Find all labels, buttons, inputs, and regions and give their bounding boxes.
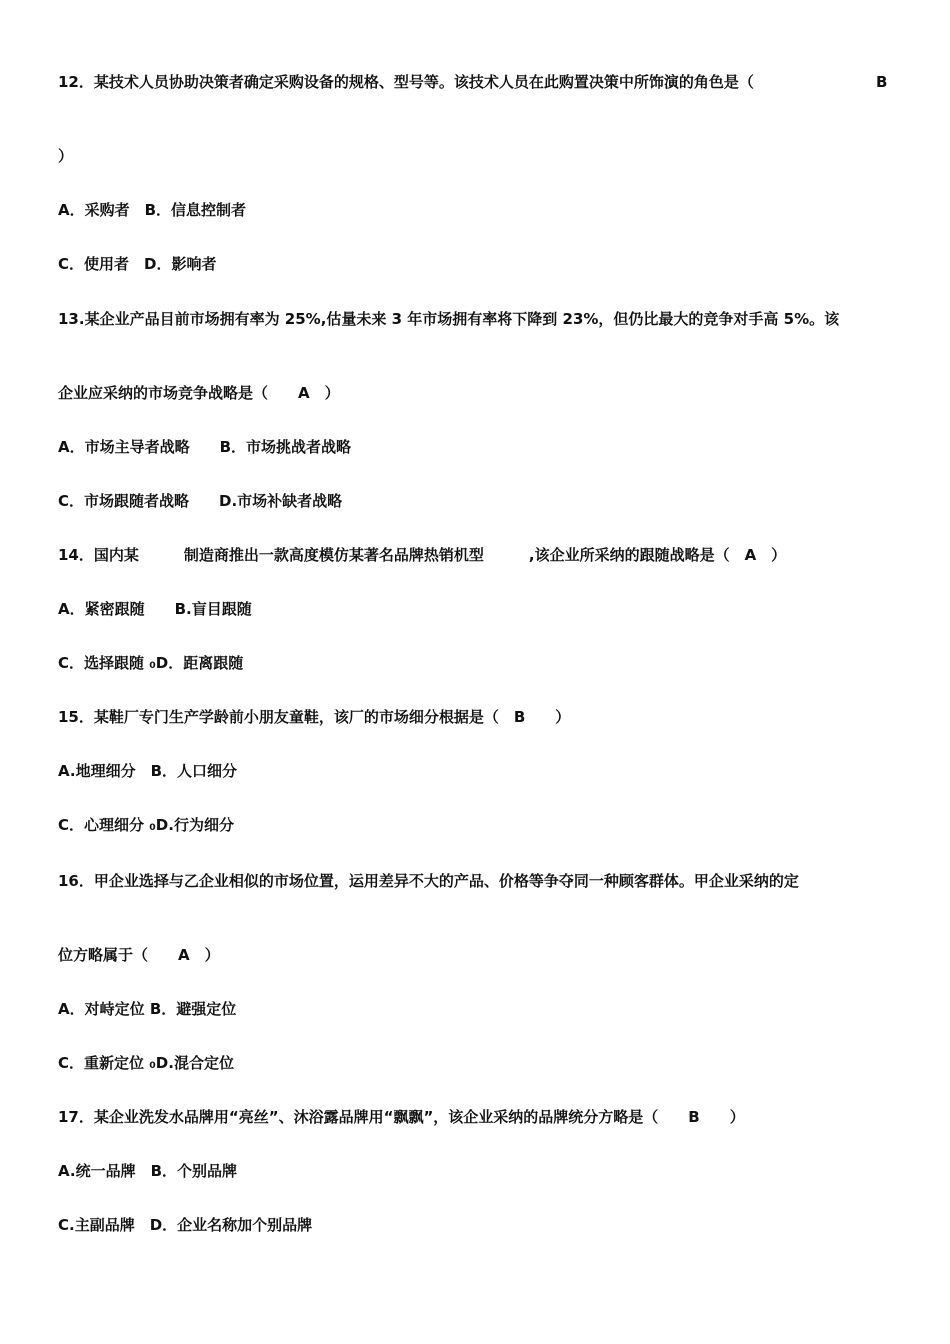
q12-answer: B	[876, 73, 888, 91]
q13-stem-line2: 企业应采纳的市场竞争战略是（ A ）	[58, 384, 340, 402]
q17-options-ab: A.统一品牌 B．个别品牌	[58, 1162, 238, 1180]
q14-options-cd: C．选择跟随 ₀D．距离跟随	[58, 654, 244, 672]
q12-options-cd: C．使用者 D．影响者	[58, 255, 217, 273]
q17-options-cd: C.主副品牌 D．企业名称加个别品牌	[58, 1216, 313, 1234]
q15-options-cd: C．心理细分 ₀D.行为细分	[58, 816, 234, 834]
q12-options-ab: A．采购者 B．信息控制者	[58, 201, 247, 219]
q12-close: ）	[58, 147, 74, 165]
q13-options-ab: A．市场主导者战略 B．市场挑战者战略	[58, 438, 352, 456]
q15-stem: 15．某鞋厂专门生产学龄前小朋友童鞋，该厂的市场细分根据是（ B ）	[58, 708, 571, 726]
q13-stem-line1: 13.某企业产品目前市场拥有率为 25%,估量未来 3 年市场拥有率将下降到 23%，但仍比最大的竞争对手高 5%。该	[58, 310, 840, 328]
q16-stem-line2: 位方略属于（ A ）	[58, 946, 220, 964]
q14-options-ab: A．紧密跟随 B.盲目跟随	[58, 600, 252, 618]
q13-options-cd: C．市场跟随者战略 D.市场补缺者战略	[58, 492, 343, 510]
q16-options-ab: A．对峙定位 B．避强定位	[58, 1000, 237, 1018]
q16-options-cd: C．重新定位 ₀D.混合定位	[58, 1054, 234, 1072]
q16-stem-line1: 16．甲企业选择与乙企业相似的市场位置，运用差异不大的产品、价格等争夺同一种顾客群体。甲企业采纳的定	[58, 872, 799, 890]
q14-stem: 14．国内某 制造商推出一款高度模仿某著名品牌热销机型 ,该企业所采纳的跟随战略是（ A ）	[58, 546, 787, 564]
q17-stem: 17．某企业洗发水品牌用“亮丝”、沐浴露品牌用“飘飘”，该企业采纳的品牌统分方略是（ B ）	[58, 1108, 745, 1126]
q15-options-ab: A.地理细分 B．人口细分	[58, 762, 238, 780]
q12-stem: 12．某技术人员协助决策者确定采购设备的规格、型号等。该技术人员在此购置决策中所饰演的角色是（	[58, 73, 754, 91]
